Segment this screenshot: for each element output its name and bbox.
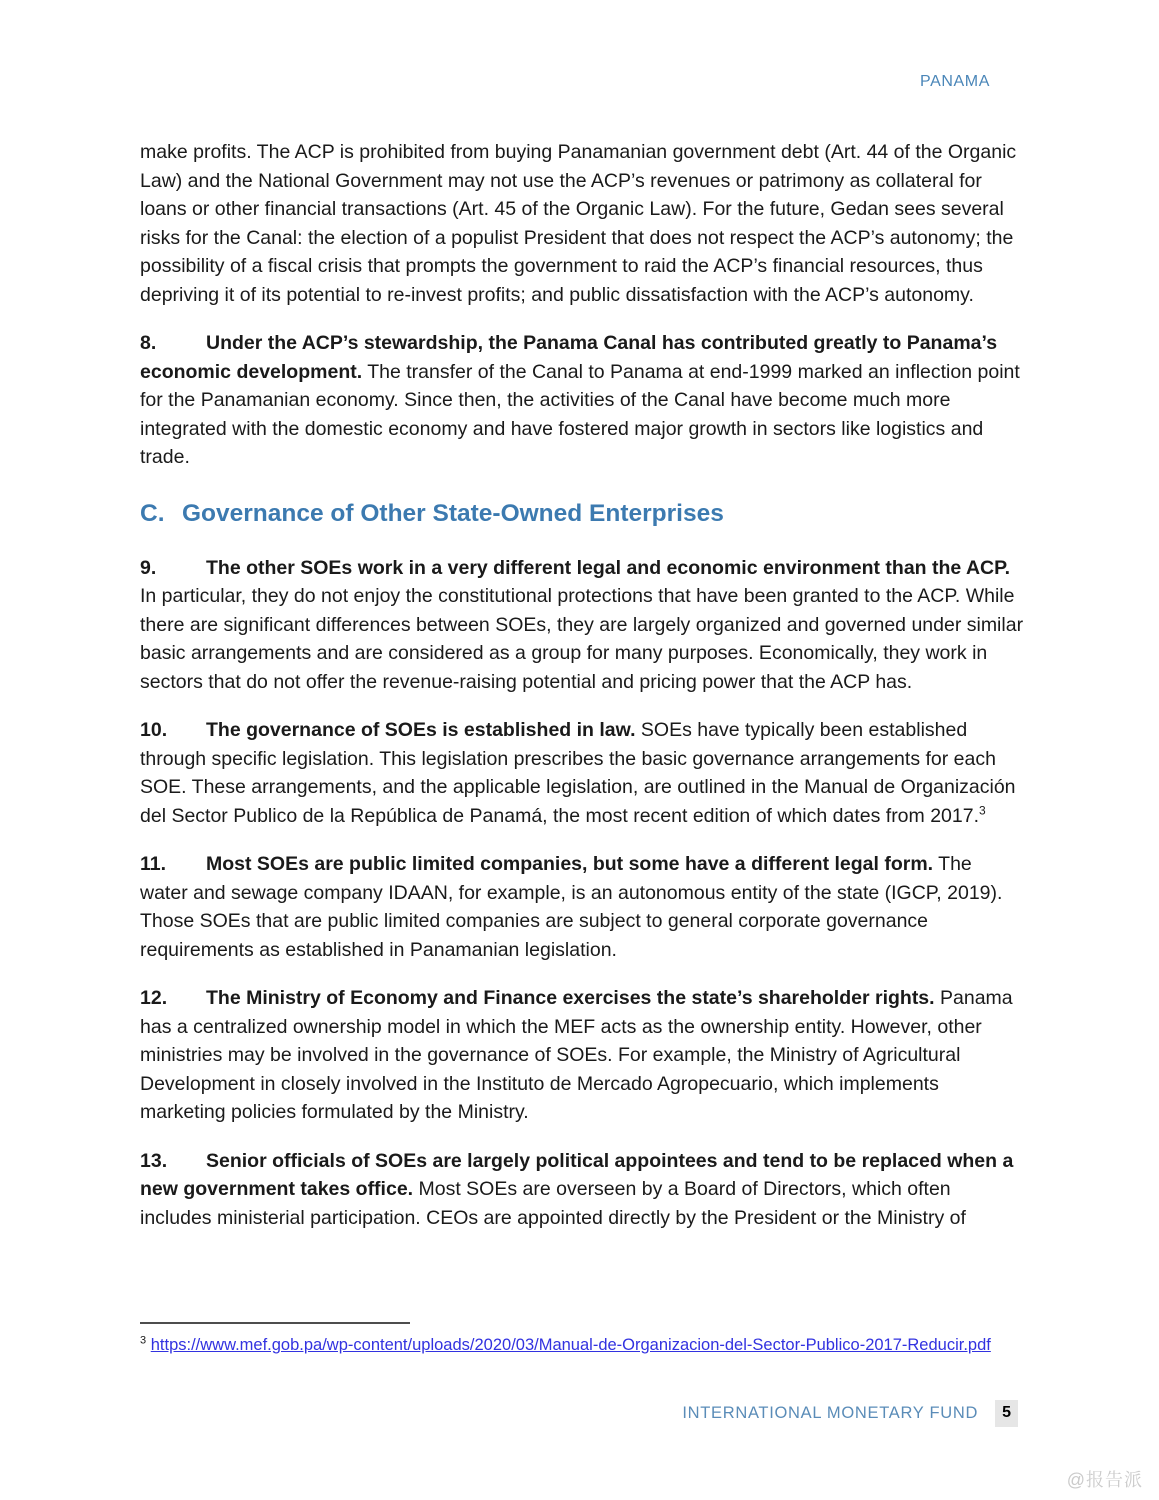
footnote [140, 1332, 992, 1358]
paragraph-number: 8. [140, 332, 157, 354]
paragraph-lead: The Ministry of Economy and Finance exercises the state’s shareholder rights. [206, 987, 935, 1009]
paragraph-number: 10. [140, 719, 168, 741]
paragraph-lead: The other SOEs work in a very different legal and economic environment than the ACP. [206, 556, 1011, 579]
footnote-marker: 3 [140, 1334, 147, 1347]
paragraph-number: 13. [140, 1149, 168, 1172]
footnote-separator-rule [140, 1322, 410, 1324]
footnote-reference: 3 [979, 803, 986, 817]
section-letter: C. [140, 499, 165, 527]
paragraph-lead: Most SOEs are public limited companies, but some have a different legal form. [206, 853, 934, 875]
paragraph-12 [140, 984, 1024, 1127]
paragraph-number: 11. [140, 853, 167, 875]
paragraph-text: Panama has a centralized ownership model in which the MEF acts as the ownership entity. However, other ministries may be involved in the governance of SOEs. For example, the Ministry of Agricultural Development in closely involved in the Instituto de Mercado Agropecuario, which implements marketing policies formulated by the Ministry. [140, 987, 1013, 1123]
paragraph-8 [140, 329, 1024, 472]
section-title: Governance of Other State-Owned Enterprises [182, 499, 724, 527]
paragraph-lead: Under the ACP’s stewardship, the Panama Canal has contributed greatly to Panama’s economic development. [140, 332, 998, 383]
paragraph-text: In particular, they do not enjoy the constitutional protections that have been granted to the ACP. While there are significant differences between SOEs, they are largely organized and governed under similar basic arrangements and are considered as a group for many purposes. Economically, they work in sectors that do not offer the revenue-raising potential and pricing power that the ACP has. [140, 585, 1024, 693]
page-footer [682, 1400, 1018, 1427]
paragraph-number: 12. [140, 987, 168, 1009]
paragraph-lead: The governance of SOEs is established in law. [206, 719, 636, 741]
section-heading-c [140, 498, 1024, 530]
paragraph-text: Most SOEs are overseen by a Board of Directors, which often includes ministerial participation. CEOs are appointed directly by the President or the Ministry of [140, 1178, 966, 1229]
footer-organization-label: INTERNATIONAL MONETARY FUND [682, 1404, 979, 1422]
paragraph-lead: Senior officials of SOEs are largely political appointees and tend to be replaced when a new government takes office. [140, 1149, 1014, 1200]
page-number: 5 [995, 1400, 1018, 1427]
document-body [140, 138, 1024, 1252]
paragraph-10 [140, 716, 1024, 830]
paragraph-text: The transfer of the Canal to Panama at end-1999 marked an inflection point for the Panamanian economy. Since then, the activities of the Canal have become much more integrated with the domestic economy and have fostered major growth in sectors like logistics and trade. [140, 360, 1020, 468]
footnote-link[interactable]: https://www.mef.gob.pa/wp-content/uploads/2020/03/Manual-de-Organizacion-del-Sector-Publico-2017-Reducir.pdf [150, 1336, 991, 1354]
paragraph-text: SOEs have typically been established through specific legislation. This legislation prescribes the basic governance arrangements for each SOE. These arrangements, and the applicable legislation, are outlined in the Manual de Organización del Sector Publico de la República de Panamá, the most recent edition of which dates from 2017. [140, 719, 1016, 827]
watermark: @报告派 [1066, 1470, 1143, 1490]
paragraph-intro-continuation [140, 138, 1024, 309]
paragraph-text: make profits. The ACP is prohibited from buying Panamanian government debt (Art. 44 of the Organic Law) and the National Government may not use the ACP’s revenues or patrimony as collateral for loans or other financial transactions (Art. 45 of the Organic Law). For the future, Gedan sees several risks for the Canal: the election of a populist President that does not respect the ACP’s autonomy; the possibility of a fiscal crisis that prompts the government to raid the ACP’s financial resources, thus depriving it of its potential to re-invest profits; and public dissatisfaction with the ACP’s autonomy. [140, 141, 1017, 306]
paragraph-13 [140, 1147, 1024, 1233]
paragraph-text: The water and sewage company IDAAN, for example, is an autonomous entity of the state (IGCP, 2019). Those SOEs that are public limited companies are subject to general corporate governance requirements as established in Panamanian legislation. [140, 853, 1003, 961]
header-country-label: PANAMA [920, 73, 990, 90]
paragraph-9 [140, 554, 1024, 697]
paragraph-number: 9. [140, 556, 157, 579]
paragraph-11 [140, 850, 1024, 964]
